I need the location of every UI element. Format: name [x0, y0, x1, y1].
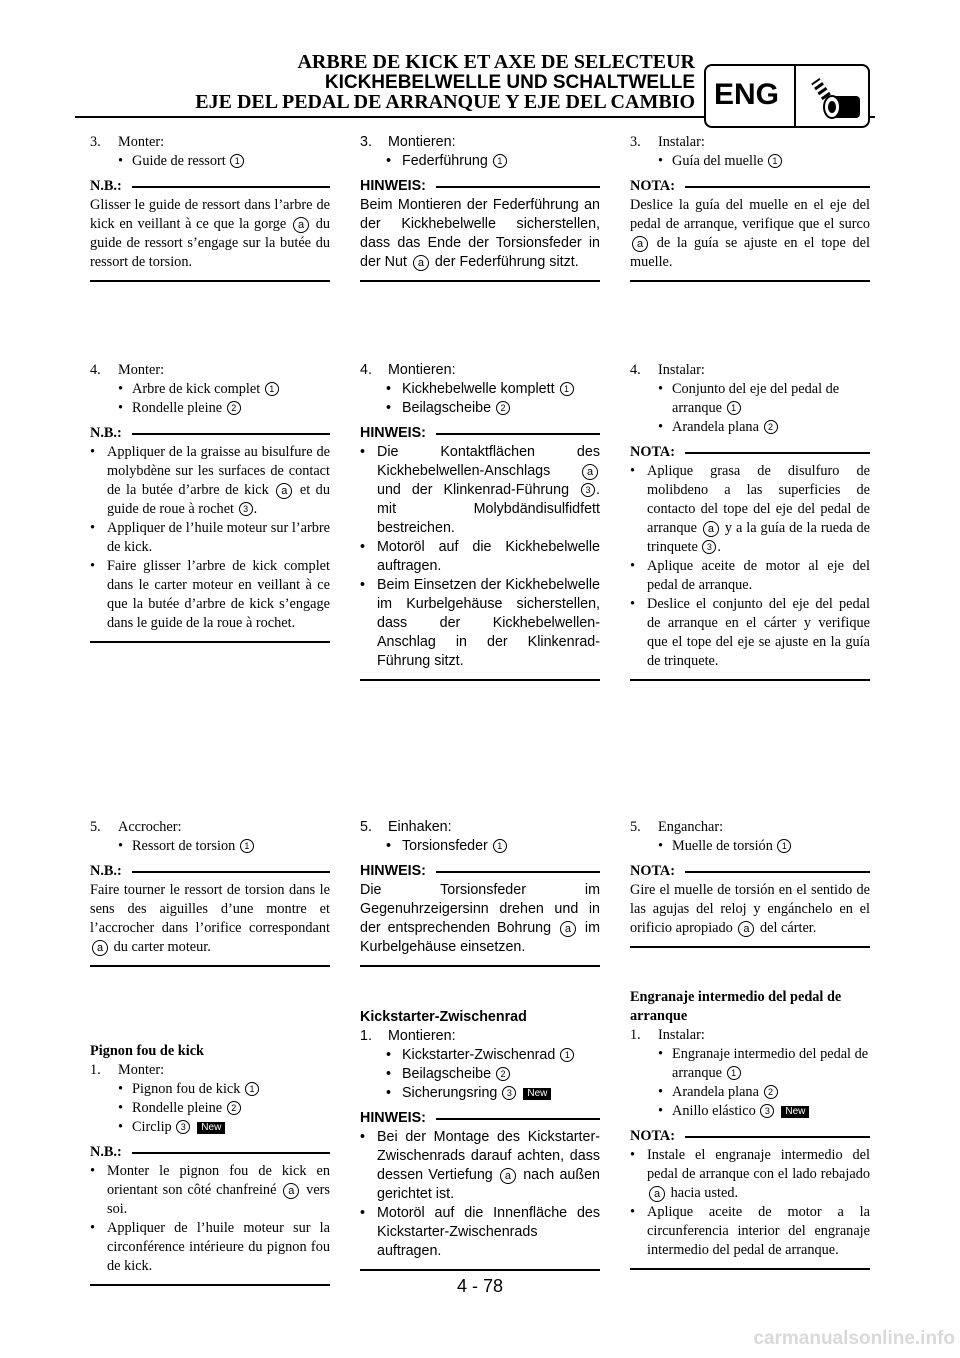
note-label: NOTA: — [630, 863, 676, 879]
ref-1: 1 — [240, 839, 254, 853]
fr-section-6 — [90, 1042, 330, 1286]
fr-section-3 — [90, 133, 330, 282]
note-label: N.B.: — [90, 425, 122, 441]
step-verb: Montieren: — [388, 362, 456, 378]
note-rule — [132, 433, 330, 435]
note-text: der Federführung sitzt. — [434, 254, 579, 270]
note-rule — [132, 871, 330, 873]
note-text: Bei der Montage des Kickstarter-Zwischenrads darauf achten, dass dessen Vertiefung — [377, 1129, 600, 1183]
bullet: • — [118, 1100, 124, 1116]
step-number: 4. — [630, 362, 641, 378]
ref-1: 1 — [493, 839, 507, 853]
ref-2: 2 — [496, 1067, 510, 1081]
note-end-rule — [630, 679, 870, 681]
note-end-rule — [360, 679, 600, 681]
ref-3: 3 — [239, 502, 253, 516]
engine-wrench-icon — [800, 70, 864, 122]
de-section-5 — [360, 818, 600, 967]
bullet: • — [118, 838, 124, 854]
note-label: N.B.: — [90, 1144, 122, 1160]
es-section-6 — [630, 988, 870, 1270]
note-text: Deslice la guía del muelle en el eje del pedal de arranque, verifique que el surco — [630, 197, 870, 232]
step-verb: Accrocher: — [118, 819, 182, 835]
bullet: • — [90, 520, 96, 536]
note-end-rule — [630, 280, 870, 282]
note-label: NOTA: — [630, 444, 676, 460]
bullet: • — [658, 838, 664, 854]
bullet: • — [630, 1204, 636, 1220]
step-verb: Monter: — [118, 362, 165, 378]
note-text: hacia usted. — [670, 1185, 739, 1201]
ref-a: a — [293, 217, 309, 233]
note-rule — [436, 1118, 600, 1120]
bullet: • — [386, 1047, 392, 1063]
step-verb: Montieren: — [388, 134, 456, 150]
ref-a: a — [92, 940, 108, 956]
step-number: 1. — [360, 1028, 372, 1044]
bullet: • — [90, 1220, 96, 1236]
note-rule — [132, 1152, 330, 1154]
ref-1: 1 — [727, 1066, 741, 1080]
item-label: Guide de ressort — [132, 153, 226, 169]
item-label: Sicherungsring — [402, 1085, 498, 1101]
fr-section-4 — [90, 361, 330, 643]
ref-2: 2 — [764, 1085, 778, 1099]
note-text: Aplique aceite de motor a la circunferencia interior del engranaje intermedio del pedal de arranque. — [647, 1204, 870, 1258]
note-text: Die Torsionsfeder im Gegenuhrzeigersinn drehen und in der entsprechenden Bohrung — [360, 882, 600, 936]
ref-a: a — [738, 921, 754, 937]
note-label: N.B.: — [90, 863, 122, 879]
note-text: Motoröl auf die Innenfläche des Kickstarter-Zwischenrads auftragen. — [377, 1205, 600, 1259]
note-label: NOTA: — [630, 178, 676, 194]
title-fr: ARBRE DE KICK ET AXE DE SELECTEUR — [297, 51, 695, 73]
ref-3: 3 — [702, 540, 716, 554]
note-text: du guide de ressort s’engage sur la butée du ressort de torsion. — [90, 216, 331, 270]
item-label: Kickhebelwelle komplett — [402, 381, 555, 397]
bullet: • — [658, 419, 664, 435]
note-text: und der Klinkenrad-Führung — [377, 482, 570, 498]
step-number: 3. — [360, 134, 372, 150]
bullet: • — [118, 1119, 124, 1135]
ref-1: 1 — [265, 382, 279, 396]
step-verb: Montieren: — [388, 1028, 456, 1044]
ref-2: 2 — [496, 401, 510, 415]
badge-divider — [794, 66, 796, 126]
ref-a: a — [283, 1183, 299, 1199]
note-label: HINWEIS: — [360, 1110, 426, 1126]
bullet: • — [118, 381, 124, 397]
language-code: ENG — [714, 78, 780, 111]
bullet: • — [630, 596, 636, 612]
note-text: et du guide de roue à rochet — [107, 482, 330, 517]
item-label: Muelle de torsión — [672, 838, 773, 854]
watermark[interactable]: carmanualsonline.info — [753, 1328, 955, 1349]
item-label: Torsionsfeder — [402, 838, 488, 854]
bullet: • — [360, 1129, 366, 1145]
note-text: Monter le pignon fou de kick en orientant son côté chanfreiné — [107, 1163, 330, 1198]
note-text: . mit Molybdändisulfidfett bestreichen. — [377, 482, 600, 536]
ref-2: 2 — [764, 420, 778, 434]
es-section-3 — [630, 133, 870, 282]
subsection-title: Pignon fou de kick — [90, 1043, 205, 1059]
note-text: vers soi. — [107, 1182, 330, 1217]
ref-a: a — [500, 1168, 516, 1184]
note-text: Aplique aceite de motor al eje del pedal de arranque. — [647, 558, 870, 593]
ref-a: a — [560, 921, 576, 937]
bullet: • — [360, 1205, 366, 1221]
note-label: NOTA: — [630, 1128, 676, 1144]
de-section-3 — [360, 133, 600, 282]
note-rule — [685, 1136, 870, 1138]
note-label: HINWEIS: — [360, 425, 426, 441]
note-rule — [685, 452, 870, 454]
note-rule — [132, 186, 330, 188]
ref-2: 2 — [227, 1101, 241, 1115]
step-number: 3. — [630, 134, 641, 150]
bullet: • — [386, 1085, 392, 1101]
ref-3: 3 — [176, 1120, 190, 1134]
step-verb: Monter: — [118, 134, 165, 150]
fr-section-5 — [90, 818, 330, 967]
period: . — [253, 501, 258, 517]
note-rule — [436, 433, 600, 435]
note-rule — [685, 871, 870, 873]
bullet: • — [90, 1163, 96, 1179]
note-text: Die Kontaktflächen des Kickhebelwellen-Anschlags — [377, 444, 600, 479]
item-label: Rondelle pleine — [132, 1100, 223, 1116]
bullet: • — [658, 1084, 664, 1100]
step-verb: Instalar: — [658, 134, 705, 150]
step-verb: Instalar: — [658, 362, 705, 378]
new-part-badge: New — [197, 1122, 225, 1134]
step-number: 1. — [90, 1062, 101, 1078]
ref-1: 1 — [560, 382, 574, 396]
title-de: KICKHEBELWELLE UND SCHALTWELLE — [324, 72, 695, 93]
note-text: Aplique grasa de disulfuro de molibdeno a las superficies de contacto del tope del eje del pedal de arranque — [647, 463, 870, 536]
note-end-rule — [90, 641, 330, 643]
ref-3: 3 — [581, 483, 595, 497]
item-label: Circlip — [132, 1119, 172, 1135]
step-number: 4. — [90, 362, 101, 378]
item-label: Rondelle pleine — [132, 400, 223, 416]
bullet: • — [386, 1066, 392, 1082]
step-verb: Einhaken: — [388, 819, 452, 835]
bullet: • — [360, 444, 366, 460]
page-number: 4 - 78 — [456, 1276, 504, 1296]
note-rule — [436, 186, 600, 188]
note-text: Faire glisser l’arbre de kick complet dans le carter moteur en veillant à ce que la butée d’arbre de kick s’engage dans le guide de la roue à rochet. — [107, 558, 330, 631]
subsection-title: Engranaje intermedio del pedal de arranque — [630, 989, 842, 1024]
step-number: 4. — [360, 362, 372, 378]
ref-3: 3 — [760, 1104, 774, 1118]
bullet: • — [658, 1046, 664, 1062]
bullet: • — [630, 558, 636, 574]
note-rule — [685, 186, 870, 188]
bullet: • — [658, 381, 664, 397]
note-text: Beim Einsetzen der Kickhebelwelle im Kurbelgehäuse sicherstellen, dass der Kickhebelwellen-Anschlag in der Klinkenrad-Führung sitzt. — [377, 577, 600, 669]
note-text: Beim Montieren der Federführung an der Kickhebelwelle sicherstellen, dass das Ende der Torsionsfeder in der Nut — [360, 197, 600, 270]
ref-1: 1 — [230, 154, 244, 168]
ref-a: a — [703, 521, 719, 537]
ref-1: 1 — [768, 154, 782, 168]
note-text: nach außen gerichtet ist. — [377, 1167, 600, 1202]
step-number: 5. — [360, 819, 372, 835]
bullet: • — [630, 1147, 636, 1163]
ref-1: 1 — [493, 154, 507, 168]
note-rule — [436, 871, 600, 873]
de-section-6 — [360, 1008, 600, 1271]
ref-1: 1 — [727, 401, 741, 415]
item-label: Beilagscheibe — [402, 1066, 492, 1082]
note-label: HINWEIS: — [360, 863, 426, 879]
new-part-badge: New — [781, 1106, 809, 1118]
bullet: • — [90, 558, 96, 574]
item-label: Ressort de torsion — [132, 838, 236, 854]
es-section-4 — [630, 361, 870, 681]
note-text: Faire tourner le ressort de torsion dans le sens des aiguilles d’une montre et l’accrocher dans l’orifice correspondant — [90, 882, 330, 936]
ref-1: 1 — [560, 1048, 574, 1062]
item-label: Beilagscheibe — [402, 400, 492, 416]
note-text: Deslice el conjunto del eje del pedal de arranque en el cárter y verifique que el tope del eje se ajuste en la guía de trinquete. — [647, 596, 870, 669]
bullet: • — [360, 539, 366, 555]
ref-1: 1 — [777, 839, 791, 853]
item-label: Anillo elástico — [672, 1103, 756, 1119]
new-part-badge: New — [523, 1088, 551, 1100]
note-text: im Kurbelgehäuse einsetzen. — [360, 920, 600, 955]
step-number: 1. — [630, 1027, 641, 1043]
note-text: Appliquer de l’huile moteur sur l’arbre de kick. — [107, 520, 330, 555]
item-label: Kickstarter-Zwischenrad — [402, 1047, 556, 1063]
step-verb: Instalar: — [658, 1027, 705, 1043]
note-end-rule — [90, 280, 330, 282]
step-verb: Monter: — [118, 1062, 165, 1078]
ref-a: a — [582, 464, 598, 480]
note-text: de la guía se ajuste en el tope del muelle. — [630, 235, 871, 270]
note-text: Appliquer de l’huile moteur sur la circonférence intérieure du pignon fou de kick. — [107, 1220, 330, 1274]
item-label: Conjunto del eje del pedal de arranque — [672, 381, 840, 416]
item-label: Arandela plana — [672, 1084, 759, 1100]
bullet: • — [118, 153, 124, 169]
ref-a: a — [649, 1186, 665, 1202]
ref-a: a — [632, 236, 648, 252]
bullet: • — [386, 400, 392, 416]
bullet: • — [658, 1103, 664, 1119]
step-number: 3. — [90, 134, 101, 150]
es-section-5 — [630, 818, 870, 948]
note-text: y a la guía de la rueda de trinquete — [647, 520, 870, 555]
note-end-rule — [90, 965, 330, 967]
step-verb: Enganchar: — [658, 819, 724, 835]
bullet: • — [118, 1081, 124, 1097]
note-label: HINWEIS: — [360, 178, 426, 194]
bullet: • — [118, 400, 124, 416]
period: . — [717, 539, 721, 555]
bullet: • — [658, 153, 664, 169]
bullet: • — [386, 381, 392, 397]
note-end-rule — [360, 965, 600, 967]
note-label: N.B.: — [90, 178, 122, 194]
bullet: • — [90, 444, 96, 460]
de-section-4 — [360, 361, 600, 681]
note-text: Gire el muelle de torsión en el sentido de las agujas del reloj y engánchelo en el orificio apropiado — [630, 882, 870, 936]
bullet: • — [630, 463, 636, 479]
ref-1: 1 — [245, 1082, 259, 1096]
note-text: Glisser le guide de ressort dans l’arbre de kick en veillant à ce que la gorge — [90, 197, 330, 232]
note-text: du carter moteur. — [113, 939, 211, 955]
subsection-title: Kickstarter-Zwischenrad — [360, 1009, 527, 1025]
item-label: Federführung — [402, 153, 488, 169]
ref-a: a — [276, 483, 292, 499]
bullet: • — [386, 153, 392, 169]
item-label: Arbre de kick complet — [132, 381, 261, 397]
item-label: Guía del muelle — [672, 153, 764, 169]
step-number: 5. — [90, 819, 101, 835]
ref-3: 3 — [502, 1086, 516, 1100]
language-badge — [704, 64, 870, 128]
item-label: Arandela plana — [672, 419, 759, 435]
note-text: Instale el engranaje intermedio del pedal de arranque con el lado rebajado — [647, 1147, 870, 1182]
note-text: Motoröl auf die Kickhebelwelle auftragen. — [377, 539, 600, 574]
note-end-rule — [630, 1268, 870, 1270]
note-end-rule — [360, 280, 600, 282]
note-end-rule — [360, 1269, 600, 1271]
note-end-rule — [630, 946, 870, 948]
ref-a: a — [413, 255, 429, 271]
title-es: EJE DEL PEDAL DE ARRANQUE Y EJE DEL CAMBIO — [195, 91, 695, 113]
step-number: 5. — [630, 819, 641, 835]
item-label: Pignon fou de kick — [132, 1081, 241, 1097]
item-label: Engranaje intermedio del pedal de arranque — [672, 1046, 869, 1081]
note-text: Appliquer de la graisse au bisulfure de molybdène sur les surfaces de contact de la butée d’arbre de kick — [107, 444, 330, 498]
note-text: del cárter. — [759, 920, 817, 936]
bullet: • — [360, 577, 366, 593]
ref-2: 2 — [227, 401, 241, 415]
bullet: • — [386, 838, 392, 854]
